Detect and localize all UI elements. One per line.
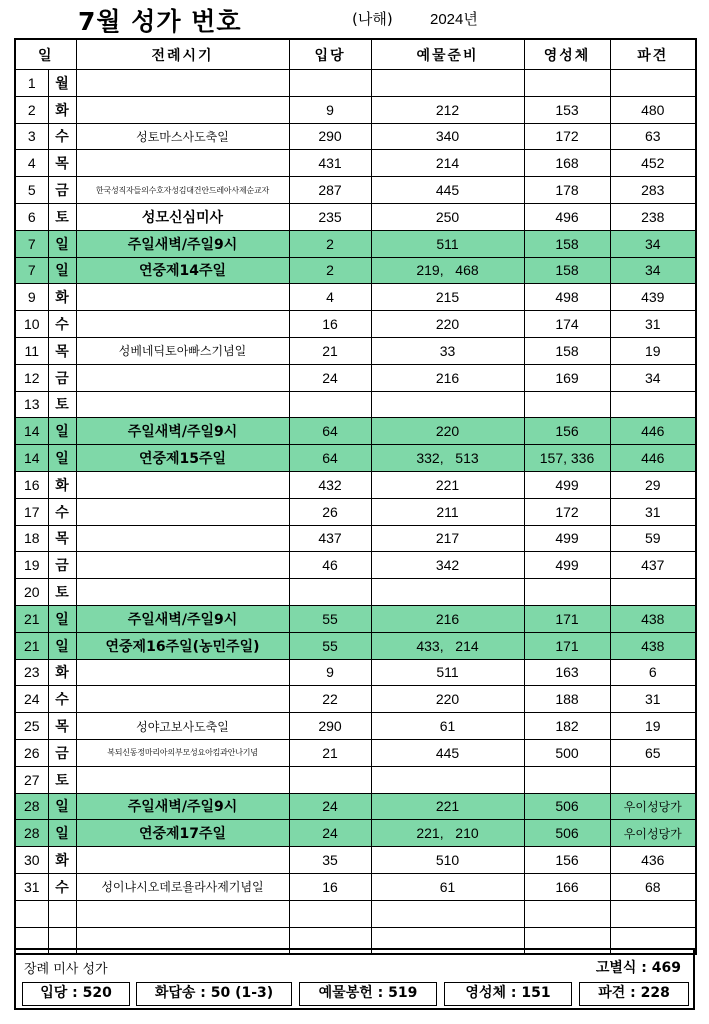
weekday-cell: 토 [48, 203, 76, 230]
offertory-hymn-cell: 250 [371, 203, 524, 230]
funeral-mass-hymns [14, 948, 695, 1010]
communion-hymn-cell: 169 [524, 364, 610, 391]
liturgical-event-cell [76, 498, 289, 525]
dismissal-hymn-cell: 19 [610, 337, 696, 364]
liturgical-event-cell [76, 364, 289, 391]
funeral-dismissal: 파견 : 228 [579, 982, 689, 1006]
communion-hymn-cell: 153 [524, 96, 610, 123]
table-row [15, 498, 696, 525]
dismissal-hymn-cell: 452 [610, 150, 696, 177]
entrance-hymn-cell: 64 [289, 445, 371, 472]
date-cell: 12 [15, 364, 48, 391]
funeral-mass-label: 장례 미사 성가 [24, 962, 108, 977]
entrance-hymn-cell [289, 766, 371, 793]
communion-hymn-cell: 172 [524, 123, 610, 150]
entrance-hymn-cell: 16 [289, 311, 371, 338]
offertory-hymn-cell: 216 [371, 364, 524, 391]
table-row [15, 632, 696, 659]
date-cell: 28 [15, 820, 48, 847]
liturgical-event-cell [76, 471, 289, 498]
entrance-hymn-cell: 437 [289, 525, 371, 552]
communion-hymn-cell: 157, 336 [524, 445, 610, 472]
liturgical-event-cell [76, 579, 289, 606]
page-title: 7월 성가 번호 [78, 7, 242, 36]
dismissal-hymn-cell: 34 [610, 364, 696, 391]
weekday-cell: 목 [48, 525, 76, 552]
date-cell: 26 [15, 739, 48, 766]
liturgical-event-cell: 성모신심미사 [76, 203, 289, 230]
dismissal-hymn-cell: 438 [610, 605, 696, 632]
dismissal-hymn-cell [610, 391, 696, 418]
weekday-cell: 수 [48, 311, 76, 338]
liturgical-event-cell [76, 70, 289, 97]
table-row [15, 873, 696, 900]
liturgical-event-cell [76, 552, 289, 579]
dismissal-hymn-cell: 우이성당가 [610, 793, 696, 820]
table-row [15, 471, 696, 498]
liturgical-event-cell: 한국성직자들의수호자성김대건안드레아사제순교자 [76, 177, 289, 204]
date-cell: 24 [15, 686, 48, 713]
date-cell: 19 [15, 552, 48, 579]
liturgical-event-cell: 주일새벽/주일9시 [76, 418, 289, 445]
liturgical-event-cell [76, 150, 289, 177]
col-header-liturgical-season: 전례시기 [76, 39, 289, 70]
date-cell: 20 [15, 579, 48, 606]
dismissal-hymn-cell: 6 [610, 659, 696, 686]
dismissal-hymn-cell: 29 [610, 471, 696, 498]
liturgical-event-cell [76, 96, 289, 123]
communion-hymn-cell: 182 [524, 713, 610, 740]
table-row [15, 150, 696, 177]
table-row [15, 311, 696, 338]
entrance-hymn-cell: 35 [289, 847, 371, 874]
weekday-cell: 목 [48, 337, 76, 364]
entrance-hymn-cell: 432 [289, 471, 371, 498]
entrance-hymn-cell: 235 [289, 203, 371, 230]
table-row [15, 793, 696, 820]
table-row [15, 739, 696, 766]
offertory-hymn-cell: 216 [371, 605, 524, 632]
date-cell: 17 [15, 498, 48, 525]
communion-hymn-cell [524, 391, 610, 418]
entrance-hymn-cell: 431 [289, 150, 371, 177]
entrance-hymn-cell: 24 [289, 793, 371, 820]
liturgical-event-cell: 성베네딕토아빠스기념일 [76, 337, 289, 364]
weekday-cell: 화 [48, 847, 76, 874]
offertory-hymn-cell: 220 [371, 686, 524, 713]
col-header-entrance: 입당 [289, 39, 371, 70]
offertory-hymn-cell: 342 [371, 552, 524, 579]
table-row [15, 579, 696, 606]
communion-hymn-cell: 178 [524, 177, 610, 204]
offertory-hymn-cell: 340 [371, 123, 524, 150]
date-cell: 30 [15, 847, 48, 874]
liturgical-event-cell [76, 766, 289, 793]
liturgical-event-cell [76, 525, 289, 552]
date-cell: 21 [15, 632, 48, 659]
liturgical-event-cell: 주일새벽/주일9시 [76, 230, 289, 257]
offertory-hymn-cell: 214 [371, 150, 524, 177]
offertory-hymn-cell: 445 [371, 739, 524, 766]
communion-hymn-cell: 172 [524, 498, 610, 525]
table-row [15, 686, 696, 713]
dismissal-hymn-cell: 438 [610, 632, 696, 659]
dismissal-hymn-cell: 68 [610, 873, 696, 900]
dismissal-hymn-cell: 63 [610, 123, 696, 150]
offertory-hymn-cell: 219, 468 [371, 257, 524, 284]
liturgical-year-cycle: (나해) [352, 10, 393, 28]
weekday-cell: 일 [48, 793, 76, 820]
weekday-cell: 일 [48, 632, 76, 659]
date-cell [15, 900, 48, 927]
offertory-hymn-cell: 221, 210 [371, 820, 524, 847]
liturgical-event-cell: 성토마스사도축일 [76, 123, 289, 150]
entrance-hymn-cell: 4 [289, 284, 371, 311]
offertory-hymn-cell: 212 [371, 96, 524, 123]
liturgical-event-cell [76, 686, 289, 713]
entrance-hymn-cell: 22 [289, 686, 371, 713]
communion-hymn-cell: 499 [524, 525, 610, 552]
communion-hymn-cell: 163 [524, 659, 610, 686]
weekday-cell: 화 [48, 659, 76, 686]
offertory-hymn-cell: 61 [371, 873, 524, 900]
offertory-hymn-cell: 220 [371, 418, 524, 445]
date-cell: 16 [15, 471, 48, 498]
date-cell: 9 [15, 284, 48, 311]
communion-hymn-cell: 158 [524, 257, 610, 284]
date-cell: 25 [15, 713, 48, 740]
dismissal-hymn-cell: 238 [610, 203, 696, 230]
hymn-schedule-table [14, 38, 697, 955]
weekday-cell: 금 [48, 552, 76, 579]
date-cell: 4 [15, 150, 48, 177]
weekday-cell: 목 [48, 150, 76, 177]
entrance-hymn-cell: 16 [289, 873, 371, 900]
dismissal-hymn-cell: 19 [610, 713, 696, 740]
dismissal-hymn-cell [610, 766, 696, 793]
weekday-cell: 수 [48, 123, 76, 150]
dismissal-hymn-cell: 436 [610, 847, 696, 874]
dismissal-hymn-cell: 34 [610, 230, 696, 257]
communion-hymn-cell [524, 70, 610, 97]
date-cell: 28 [15, 793, 48, 820]
weekday-cell: 금 [48, 177, 76, 204]
weekday-cell: 일 [48, 418, 76, 445]
communion-hymn-cell [524, 900, 610, 927]
funeral-communion: 영성체 : 151 [444, 982, 572, 1006]
dismissal-hymn-cell: 59 [610, 525, 696, 552]
table-row [15, 364, 696, 391]
liturgical-event-cell: 성이냐시오데로욜라사제기념일 [76, 873, 289, 900]
date-cell: 18 [15, 525, 48, 552]
communion-hymn-cell: 171 [524, 605, 610, 632]
offertory-hymn-cell: 445 [371, 177, 524, 204]
liturgical-event-cell: 성야고보사도축일 [76, 713, 289, 740]
weekday-cell: 일 [48, 445, 76, 472]
table-row [15, 284, 696, 311]
entrance-hymn-cell: 2 [289, 230, 371, 257]
weekday-cell: 화 [48, 471, 76, 498]
liturgical-event-cell [76, 311, 289, 338]
table-row [15, 70, 696, 97]
offertory-hymn-cell: 433, 214 [371, 632, 524, 659]
offertory-hymn-cell [371, 391, 524, 418]
funeral-offertory: 예물봉헌 : 519 [299, 982, 437, 1006]
date-cell: 5 [15, 177, 48, 204]
weekday-cell: 금 [48, 364, 76, 391]
liturgical-event-cell [76, 391, 289, 418]
communion-hymn-cell: 158 [524, 230, 610, 257]
offertory-hymn-cell: 511 [371, 659, 524, 686]
entrance-hymn-cell: 290 [289, 123, 371, 150]
communion-hymn-cell: 499 [524, 471, 610, 498]
weekday-cell: 일 [48, 605, 76, 632]
liturgical-event-cell: 복되신동정마리아의부모성요아킴과안나기념 [76, 739, 289, 766]
entrance-hymn-cell [289, 900, 371, 927]
table-row [15, 659, 696, 686]
date-cell: 10 [15, 311, 48, 338]
weekday-cell: 화 [48, 284, 76, 311]
table-row [15, 900, 696, 927]
entrance-hymn-cell: 24 [289, 820, 371, 847]
table-row [15, 445, 696, 472]
entrance-hymn-cell [289, 70, 371, 97]
table-row [15, 766, 696, 793]
entrance-hymn-cell: 46 [289, 552, 371, 579]
communion-hymn-cell [524, 579, 610, 606]
table-body [15, 70, 696, 955]
date-cell: 2 [15, 96, 48, 123]
year-label: 2024년 [430, 11, 478, 28]
offertory-hymn-cell: 511 [371, 230, 524, 257]
communion-hymn-cell: 171 [524, 632, 610, 659]
date-cell: 7 [15, 230, 48, 257]
date-cell: 14 [15, 445, 48, 472]
communion-hymn-cell: 496 [524, 203, 610, 230]
weekday-cell: 토 [48, 766, 76, 793]
dismissal-hymn-cell: 31 [610, 498, 696, 525]
entrance-hymn-cell: 64 [289, 418, 371, 445]
page-header [0, 0, 709, 38]
entrance-hymn-cell: 55 [289, 605, 371, 632]
offertory-hymn-cell: 61 [371, 713, 524, 740]
offertory-hymn-cell: 33 [371, 337, 524, 364]
table-row [15, 605, 696, 632]
col-header-dismissal: 파견 [610, 39, 696, 70]
date-cell: 13 [15, 391, 48, 418]
weekday-cell: 화 [48, 96, 76, 123]
date-cell: 7 [15, 257, 48, 284]
date-cell: 23 [15, 659, 48, 686]
offertory-hymn-cell: 221 [371, 793, 524, 820]
weekday-cell: 수 [48, 873, 76, 900]
weekday-cell: 목 [48, 713, 76, 740]
liturgical-event-cell: 주일새벽/주일9시 [76, 793, 289, 820]
liturgical-event-cell: 연중제15주일 [76, 445, 289, 472]
table-header-row [15, 39, 696, 70]
entrance-hymn-cell [289, 579, 371, 606]
table-row [15, 257, 696, 284]
date-cell: 11 [15, 337, 48, 364]
table-row [15, 552, 696, 579]
dismissal-hymn-cell: 439 [610, 284, 696, 311]
date-cell: 21 [15, 605, 48, 632]
communion-hymn-cell: 174 [524, 311, 610, 338]
col-header-communion: 영성체 [524, 39, 610, 70]
dismissal-hymn-cell: 480 [610, 96, 696, 123]
funeral-responsorial: 화답송 : 50 (1-3) [136, 982, 292, 1006]
dismissal-hymn-cell: 우이성당가 [610, 820, 696, 847]
communion-hymn-cell: 499 [524, 552, 610, 579]
dismissal-hymn-cell: 31 [610, 311, 696, 338]
entrance-hymn-cell: 2 [289, 257, 371, 284]
dismissal-hymn-cell: 34 [610, 257, 696, 284]
date-cell: 31 [15, 873, 48, 900]
offertory-hymn-cell: 217 [371, 525, 524, 552]
communion-hymn-cell: 166 [524, 873, 610, 900]
table-row [15, 337, 696, 364]
weekday-cell: 일 [48, 257, 76, 284]
communion-hymn-cell: 156 [524, 418, 610, 445]
date-cell: 6 [15, 203, 48, 230]
communion-hymn-cell: 156 [524, 847, 610, 874]
entrance-hymn-cell: 9 [289, 96, 371, 123]
table-row [15, 177, 696, 204]
table-row [15, 820, 696, 847]
liturgical-event-cell [76, 900, 289, 927]
communion-hymn-cell [524, 766, 610, 793]
communion-hymn-cell: 168 [524, 150, 610, 177]
offertory-hymn-cell [371, 70, 524, 97]
table-row [15, 203, 696, 230]
offertory-hymn-cell: 221 [371, 471, 524, 498]
dismissal-hymn-cell: 446 [610, 418, 696, 445]
liturgical-event-cell: 연중제17주일 [76, 820, 289, 847]
entrance-hymn-cell: 287 [289, 177, 371, 204]
weekday-cell: 토 [48, 579, 76, 606]
offertory-hymn-cell [371, 900, 524, 927]
communion-hymn-cell: 158 [524, 337, 610, 364]
entrance-hymn-cell: 21 [289, 739, 371, 766]
weekday-cell: 일 [48, 230, 76, 257]
date-cell: 27 [15, 766, 48, 793]
offertory-hymn-cell [371, 579, 524, 606]
date-cell: 1 [15, 70, 48, 97]
weekday-cell: 월 [48, 70, 76, 97]
weekday-cell: 토 [48, 391, 76, 418]
dismissal-hymn-cell: 31 [610, 686, 696, 713]
dismissal-hymn-cell: 446 [610, 445, 696, 472]
offertory-hymn-cell: 332, 513 [371, 445, 524, 472]
weekday-cell: 수 [48, 686, 76, 713]
offertory-hymn-cell [371, 766, 524, 793]
table-row [15, 847, 696, 874]
communion-hymn-cell: 506 [524, 793, 610, 820]
farewell-hymn: 고별식 : 469 [595, 960, 681, 976]
communion-hymn-cell: 188 [524, 686, 610, 713]
offertory-hymn-cell: 215 [371, 284, 524, 311]
table-row [15, 713, 696, 740]
entrance-hymn-cell: 55 [289, 632, 371, 659]
col-header-offertory: 예물준비 [371, 39, 524, 70]
liturgical-event-cell [76, 284, 289, 311]
dismissal-hymn-cell [610, 579, 696, 606]
communion-hymn-cell: 498 [524, 284, 610, 311]
entrance-hymn-cell: 26 [289, 498, 371, 525]
col-header-date: 일 [15, 39, 76, 70]
offertory-hymn-cell: 220 [371, 311, 524, 338]
communion-hymn-cell: 506 [524, 820, 610, 847]
entrance-hymn-cell: 24 [289, 364, 371, 391]
entrance-hymn-cell: 21 [289, 337, 371, 364]
communion-hymn-cell: 500 [524, 739, 610, 766]
dismissal-hymn-cell: 65 [610, 739, 696, 766]
table-row [15, 391, 696, 418]
table-row [15, 418, 696, 445]
table-row [15, 230, 696, 257]
liturgical-event-cell: 연중제16주일(농민주일) [76, 632, 289, 659]
weekday-cell: 수 [48, 498, 76, 525]
dismissal-hymn-cell [610, 900, 696, 927]
liturgical-event-cell: 주일새벽/주일9시 [76, 605, 289, 632]
weekday-cell [48, 900, 76, 927]
weekday-cell: 금 [48, 739, 76, 766]
offertory-hymn-cell: 211 [371, 498, 524, 525]
entrance-hymn-cell: 9 [289, 659, 371, 686]
entrance-hymn-cell: 290 [289, 713, 371, 740]
dismissal-hymn-cell [610, 70, 696, 97]
weekday-cell: 일 [48, 820, 76, 847]
table-row [15, 96, 696, 123]
funeral-entrance: 입당 : 520 [22, 982, 130, 1006]
liturgical-event-cell [76, 847, 289, 874]
date-cell: 3 [15, 123, 48, 150]
entrance-hymn-cell [289, 391, 371, 418]
offertory-hymn-cell: 510 [371, 847, 524, 874]
dismissal-hymn-cell: 437 [610, 552, 696, 579]
table-row [15, 525, 696, 552]
date-cell: 14 [15, 418, 48, 445]
table-row [15, 123, 696, 150]
dismissal-hymn-cell: 283 [610, 177, 696, 204]
liturgical-event-cell: 연중제14주일 [76, 257, 289, 284]
liturgical-event-cell [76, 659, 289, 686]
